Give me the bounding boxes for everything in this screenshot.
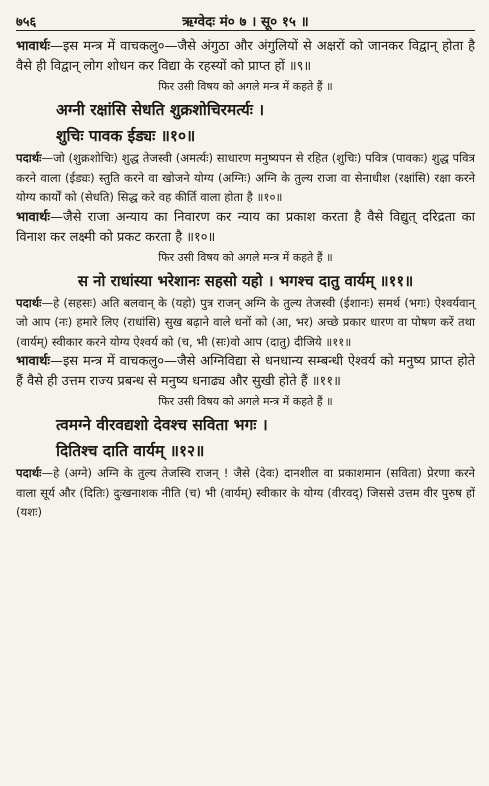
paragraph-label: पदार्थः bbox=[16, 151, 42, 165]
paragraph-text: —जैसे राजा अन्याय का निवारण कर न्याय का प्रकाश करता है वैसे विद्युत् दरिद्रता का विनाश कर लक्ष्मी को प्रकट करता है ॥१०॥ bbox=[16, 209, 475, 245]
paragraph-label: पदार्थः bbox=[16, 295, 42, 310]
mantra-intro: फिर उसी विषय को अगले मन्त्र में कहते हैं ॥ bbox=[158, 80, 333, 93]
paragraph-5 bbox=[16, 208, 475, 248]
paragraph-8 bbox=[16, 294, 475, 353]
sanskrit-verse: अग्नी रक्षांसि सेधति शुक्रशोचिरमर्त्यः । bbox=[56, 101, 265, 119]
mantra-intro: फिर उसी विषय को अगले मन्त्र में कहते हैं ॥ bbox=[158, 250, 333, 264]
paragraph-9 bbox=[16, 352, 475, 392]
paragraph-0 bbox=[16, 37, 475, 77]
paragraph-text: —हे (अग्ने) अग्नि के तुल्य तेजस्वि राजन् ! जैसे (देवः) दानशील वा प्रकाशमान (सविता) प्रेरणा करने वाला सूर्य और (दितिः) दुःखनाशक नीति (च) भी (वार्यम्) स्वीकार के योग्य (वीरवद्) जिससे उत्तम वीर पुरुष हों (यशः) bbox=[16, 466, 475, 519]
running-title: ऋग्वेदः मं० ७ । सू० १५ ॥ bbox=[182, 14, 309, 30]
sanskrit-verse: स नो राधांस्या भरेशानः सहसो यहो । भगश्च दातु वार्यम् ॥११॥ bbox=[77, 271, 414, 290]
page-number: ७५६ bbox=[16, 15, 37, 30]
paragraph-4 bbox=[16, 149, 475, 208]
paragraph-text: —इस मन्त्र में वाचकलु०—जैसे अग्निविद्या से धनधान्य सम्बन्धी ऐश्वर्य को मनुष्य प्राप्त होते हैं वैसे ही उत्तम राज्य प्रबन्ध से मनुष्य धनाढ्य और सुखी होते हैं ॥११॥ bbox=[16, 354, 475, 389]
paragraph-label: पदार्थः bbox=[16, 466, 42, 480]
paragraph-label: भावार्थः bbox=[16, 209, 51, 225]
paragraph-label: भावार्थः bbox=[16, 354, 51, 369]
paragraph-13 bbox=[16, 464, 475, 523]
page-header bbox=[16, 6, 475, 31]
paragraph-text: —इस मन्त्र में वाचकलु०—जैसे अंगुठा और अंगुलियों से अक्षरों को जानकर विद्वान् होता है वैसे ही विद्वान् लोग शोधन कर विद्या के रहस्यों को प्राप्त हों ॥९॥ bbox=[16, 39, 475, 74]
paragraph-text: —जो (शुक्रशोचिः) शुद्ध तेजस्वी (अमर्त्यः) साधारण मनुष्यपन से रहित (शुचिः) पवित्र (पावकः) शुद्ध पवित्र करने वाला (ईड्यः) स्तुति करने वा खोजने योग्य (अग्निः) अग्नि के तुल्य राजा वा सेनाधीश (रक्षांसि) रक्षा करने योग्य कार्यों को (सेधति) सिद्ध करे वह कीर्ति वाला होता है ॥१०॥ bbox=[16, 151, 475, 204]
paragraph-text: —हे (सहसः) अति बलवान् के (यहो) पुत्र राजन् अग्नि के तुल्य तेजस्वी (ईशानः) समर्थ (भगः) ऐश्वर्यवान् जो आप (नः) हमारे लिए (राधांसि) सुख बढ़ाने वाले धनों को (आ, भर) अच्छे प्रकार धारण वा पोषण करें तथा (वार्यम्) स्वीकार करने योग्य ऐश्वर्य को (च, भी (सः)वो आप (दातु) दीजिये ॥११॥ bbox=[16, 295, 475, 349]
paragraph-label: भावार्थः bbox=[16, 39, 51, 54]
sanskrit-verse: दितिश्च दाति वार्यम् ॥१२॥ bbox=[56, 442, 205, 460]
sanskrit-verse: त्वमग्ने वीरवद्यशो देवश्च सविता भगः । bbox=[56, 416, 268, 434]
page-content bbox=[16, 37, 475, 523]
mantra-intro: फिर उसी विषय को अगले मन्त्र में कहते हैं ॥ bbox=[158, 395, 333, 408]
sanskrit-verse: शुचिः पावक ईड्यः ॥१०॥ bbox=[56, 127, 196, 145]
